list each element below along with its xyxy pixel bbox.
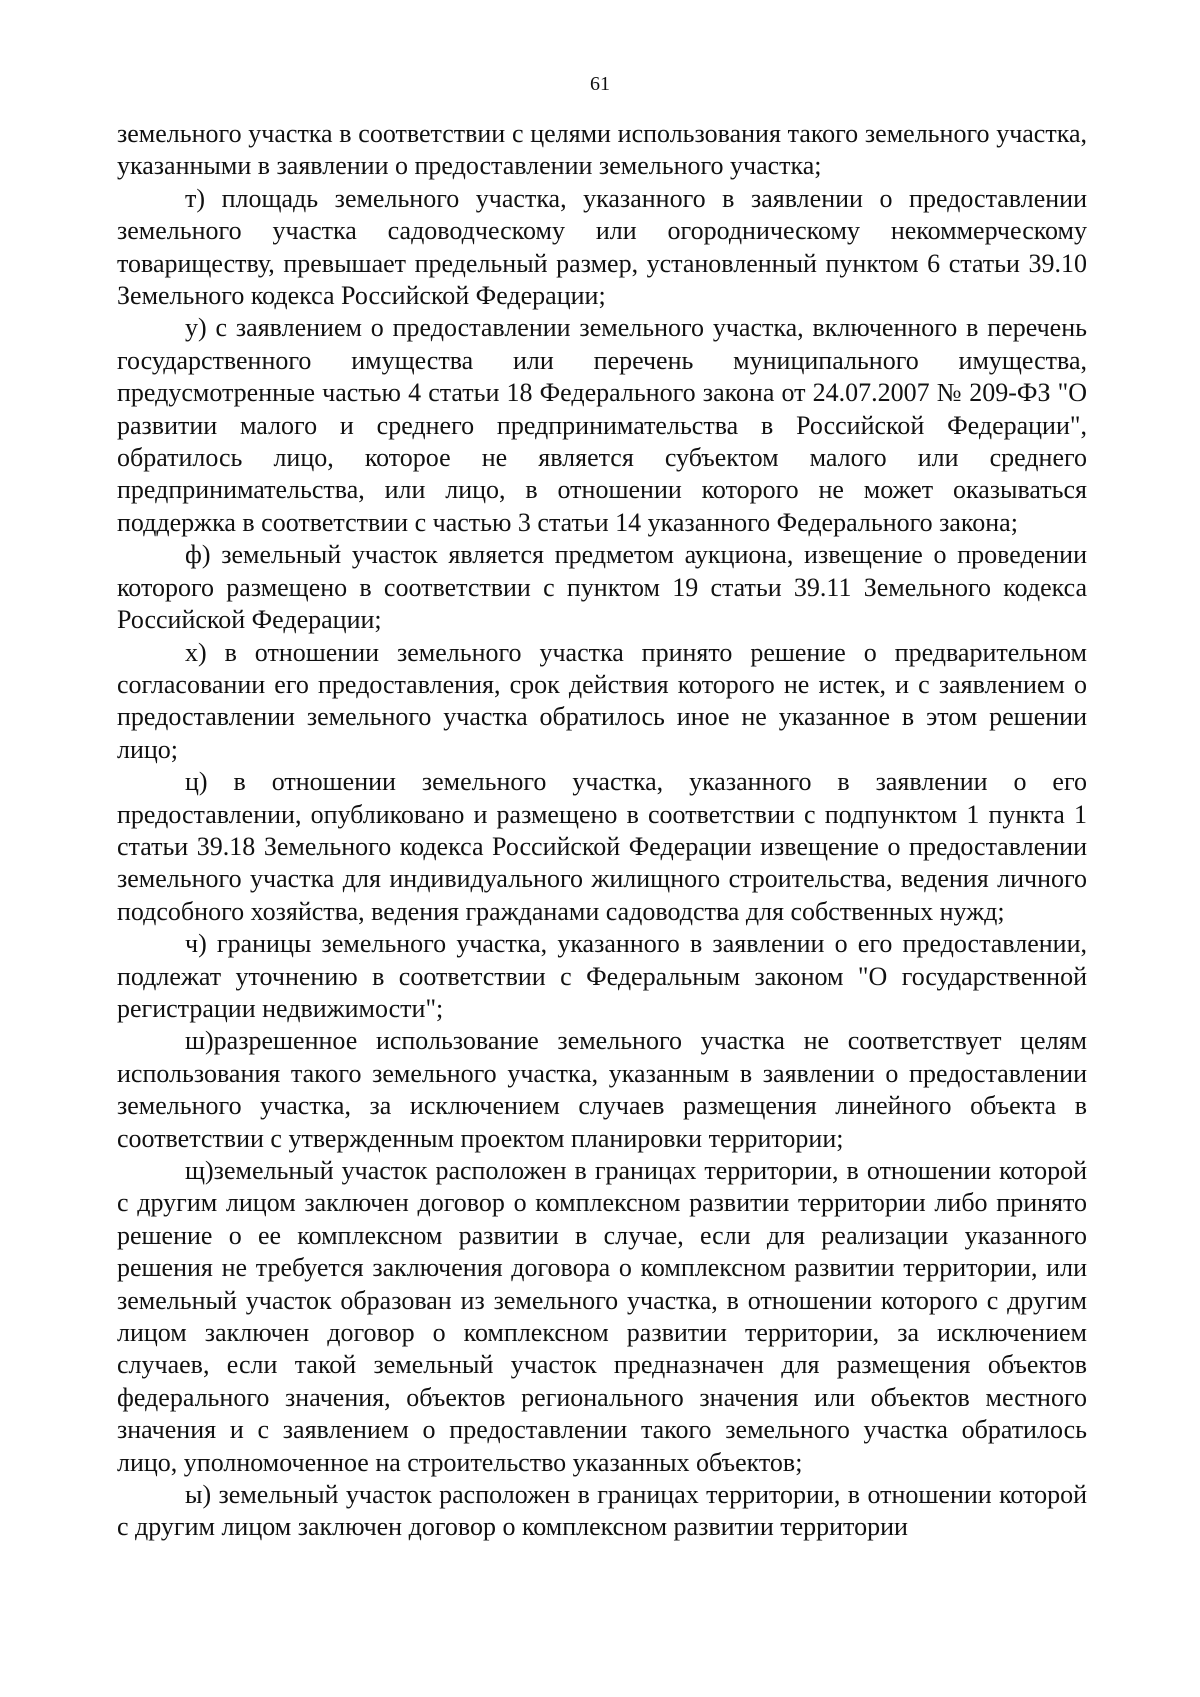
document-paragraph: ч) границы земельного участка, указанного в заявлении о его предоставлении, подлежат уточнению в соответствии с Федеральным законом "О государственной регистрации недвижимости"; bbox=[117, 929, 1087, 1023]
document-paragraph: ц) в отношении земельного участка, указанного в заявлении о его предоставлении, опубликовано и размещено в соответствии с подпунктом 1 пункта 1 статьи 39.18 Земельного кодекса Российской Федерации извещение о предоставлении земельного участка для индивидуального жилищного строительства, ведения личного подсобного хозяйства, ведения гражданами садоводства для собственных нужд; bbox=[117, 767, 1087, 926]
document-paragraph: ш)разрешенное использование земельного участка не соответствует целям использования такого земельного участка, указанным в заявлении о предоставлении земельного участка, за исключением случаев размещения линейного объекта в соответствии с утвержденным проектом планировки территории; bbox=[117, 1026, 1087, 1153]
document-paragraph: у) с заявлением о предоставлении земельного участка, включенного в перечень государственного имущества или перечень муниципального имущества, предусмотренные частью 4 статьи 18 Федерального закона от 24.07.2007 № 209-ФЗ "О развитии малого и среднего предпринимательства в Российской Федерации", обратилось лицо, которое не является субъектом малого или среднего предпринимательства, или лицо, в отношении которого не может оказываться поддержка в соответствии с частью 3 статьи 14 указанного Федерального закона; bbox=[117, 313, 1087, 537]
document-paragraph: т) площадь земельного участка, указанного в заявлении о предоставлении земельного участка садоводческому или огородническому некоммерческому товариществу, превышает предельный размер, установленный пунктом 6 статьи 39.10 Земельного кодекса Российской Федерации; bbox=[117, 183, 1087, 311]
document-paragraph: ы) земельный участок расположен в границах территории, в отношении которой с другим лицом заключен договор о комплексном развитии территории bbox=[117, 1480, 1087, 1542]
document-paragraph: ф) земельный участок является предметом аукциона, извещение о проведении которого размещено в соответствии с пунктом 19 статьи 39.11 Земельного кодекса Российской Федерации; bbox=[117, 540, 1087, 635]
page-number: 61 bbox=[590, 73, 610, 95]
document-paragraph: земельного участка в соответствии с целями использования такого земельного участка, указанными в заявлении о предоставлении земельного участка; bbox=[117, 119, 1087, 181]
document-paragraph: х) в отношении земельного участка принято решение о предварительном согласовании его предоставления, срок действия которого не истек, и с заявлением о предоставлении земельного участка обратилось иное не указанное в этом решении лицо; bbox=[117, 637, 1087, 764]
document-body bbox=[117, 118, 1087, 1544]
document-paragraph: щ)земельный участок расположен в границах территории, в отношении которой с другим лицом заключен договор о комплексном развитии территории либо принято решение о ее комплексном развитии в случае, если для реализации указанного решения не требуется заключения договора о комплексном развитии территории, или земельный участок образован из земельного участка, в отношении которого с другим лицом заключен договор о комплексном развитии территории, за исключением случаев, если такой земельный участок предназначен для размещения объектов федерального значения, объектов регионального значения или объектов местного значения и с заявлением о предоставлении такого земельного участка обратилось лицо, уполномоченное на строительство указанных объектов; bbox=[117, 1156, 1087, 1477]
